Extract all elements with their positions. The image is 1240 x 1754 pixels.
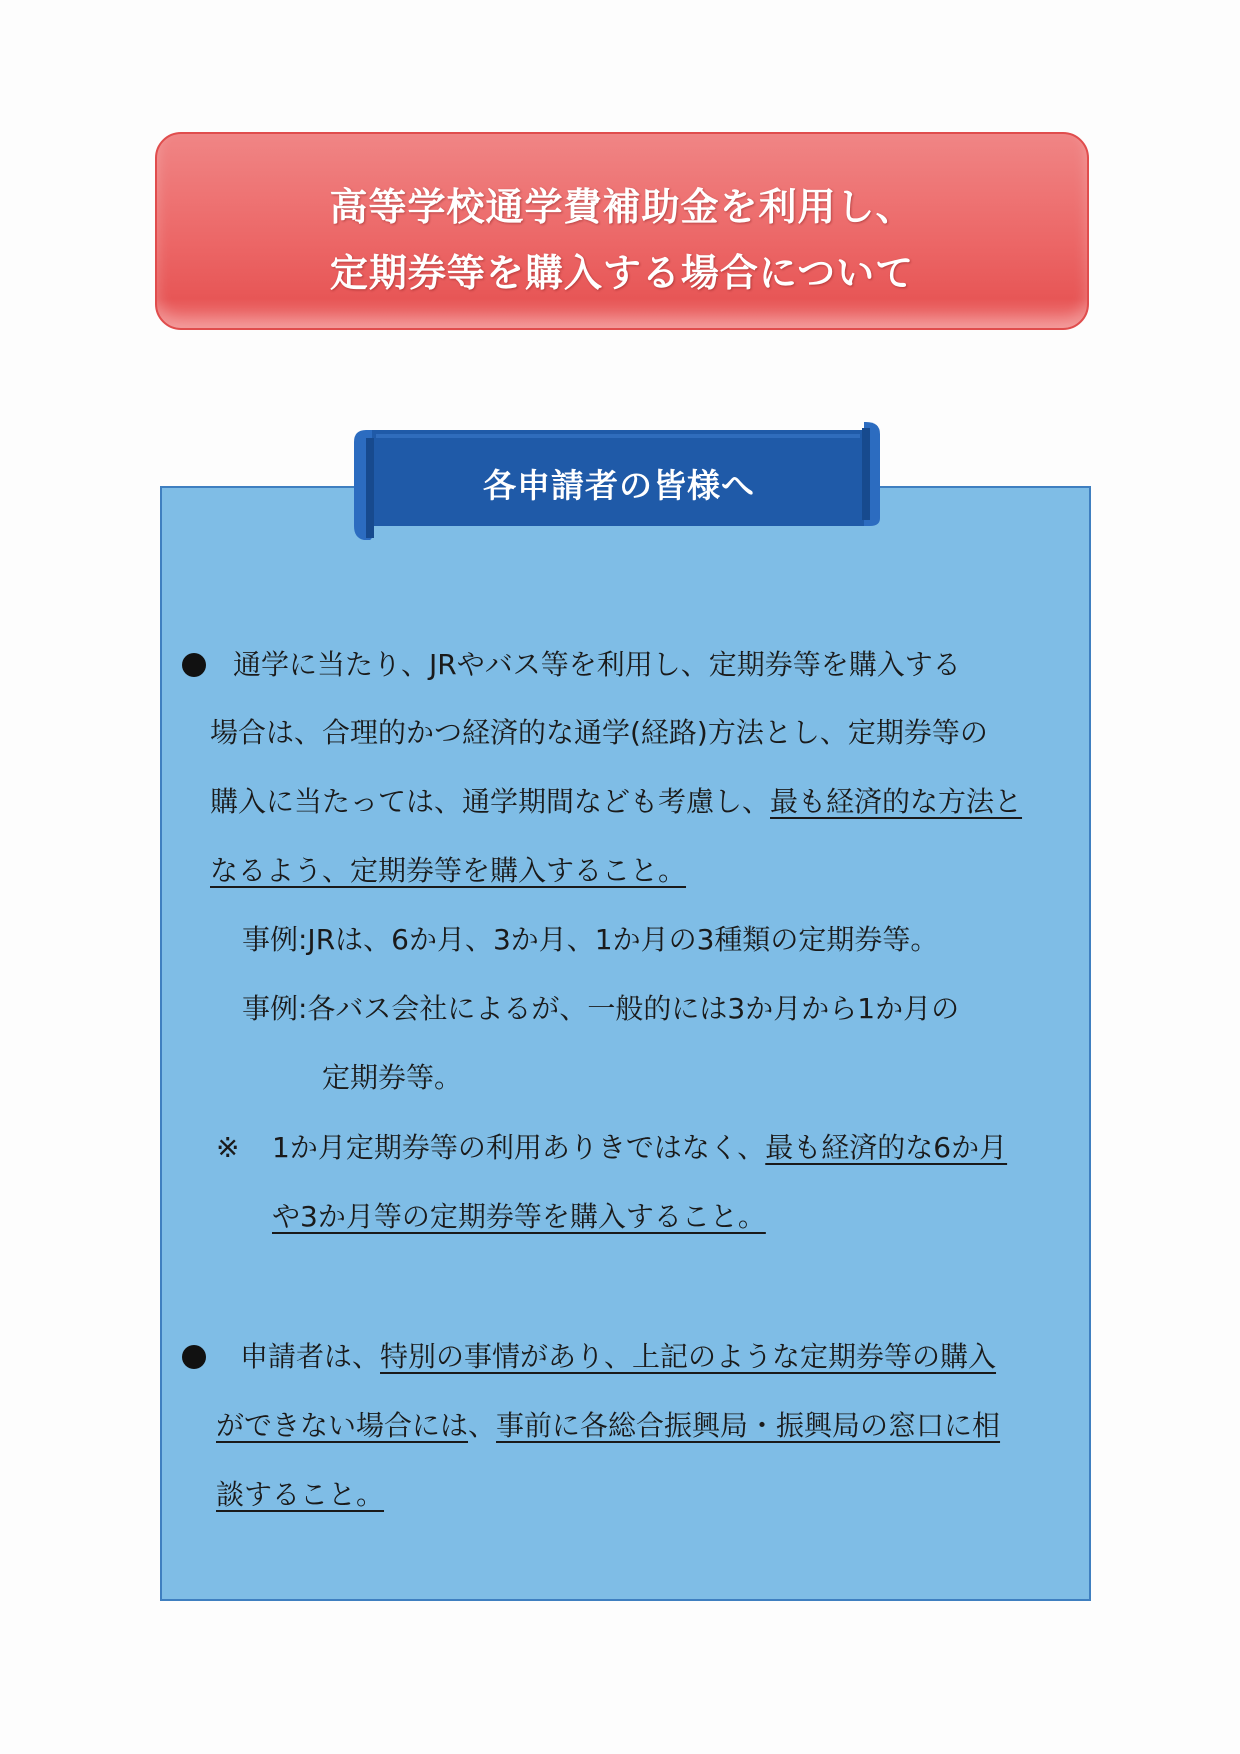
ribbon-label: 各申請者の皆様へ <box>483 466 755 505</box>
section2-line3: 談すること。 <box>216 1478 385 1511</box>
section2-line1-plain: 申請者は、 <box>240 1340 381 1373</box>
section2-line1 <box>240 1340 996 1374</box>
section1-line3-underlined: 最も経済的な方法と <box>770 785 1023 818</box>
section1-line3 <box>210 785 1022 819</box>
example-2: 事例:各バス会社によるが、一般的には3か月から1か月の <box>242 992 960 1025</box>
note-line1 <box>272 1131 1007 1165</box>
bullet-icon-2 <box>182 1345 206 1369</box>
title-line-1: 高等学校通学費補助金を利用し、 <box>329 185 915 229</box>
ribbon-banner <box>354 422 884 540</box>
note-line2: や3か月等の定期券等を購入すること。 <box>272 1200 766 1233</box>
example-2-continued: 定期券等。 <box>322 1061 463 1094</box>
section1-line4: なるよう、定期券等を購入すること。 <box>210 854 687 887</box>
section1-line2: 場合は、合理的かつ経済的な通学(経路)方法とし、定期券等の <box>210 716 988 749</box>
section2-line1-underlined: 特別の事情があり、上記のような定期券等の購入 <box>380 1340 997 1373</box>
section2-line2-underlined-a: ができない場合には <box>216 1409 469 1442</box>
example-1: 事例:JRは、6か月、3か月、1か月の3種類の定期券等。 <box>242 923 939 956</box>
note-mark: ※ <box>216 1131 240 1164</box>
title-line-2: 定期券等を購入する場合について <box>329 251 915 295</box>
section2-line2-plain: 、 <box>468 1409 497 1442</box>
section2-line2 <box>216 1409 1000 1443</box>
section1-line1: 通学に当たり、JRやバス等を利用し、定期券等を購入する <box>233 648 961 681</box>
bullet-icon-1 <box>182 653 206 677</box>
section2-line2-underlined-b: 事前に各総合振興局・振興局の窓口に相 <box>496 1409 1001 1442</box>
title-banner <box>155 132 1089 330</box>
note-line1-plain: 1か月定期券等の利用ありきではなく、 <box>272 1131 766 1164</box>
note-line1-underlined: 最も経済的な6か月 <box>765 1131 1008 1164</box>
section1-line3-plain: 購入に当たっては、通学期間なども考慮し、 <box>210 785 771 818</box>
